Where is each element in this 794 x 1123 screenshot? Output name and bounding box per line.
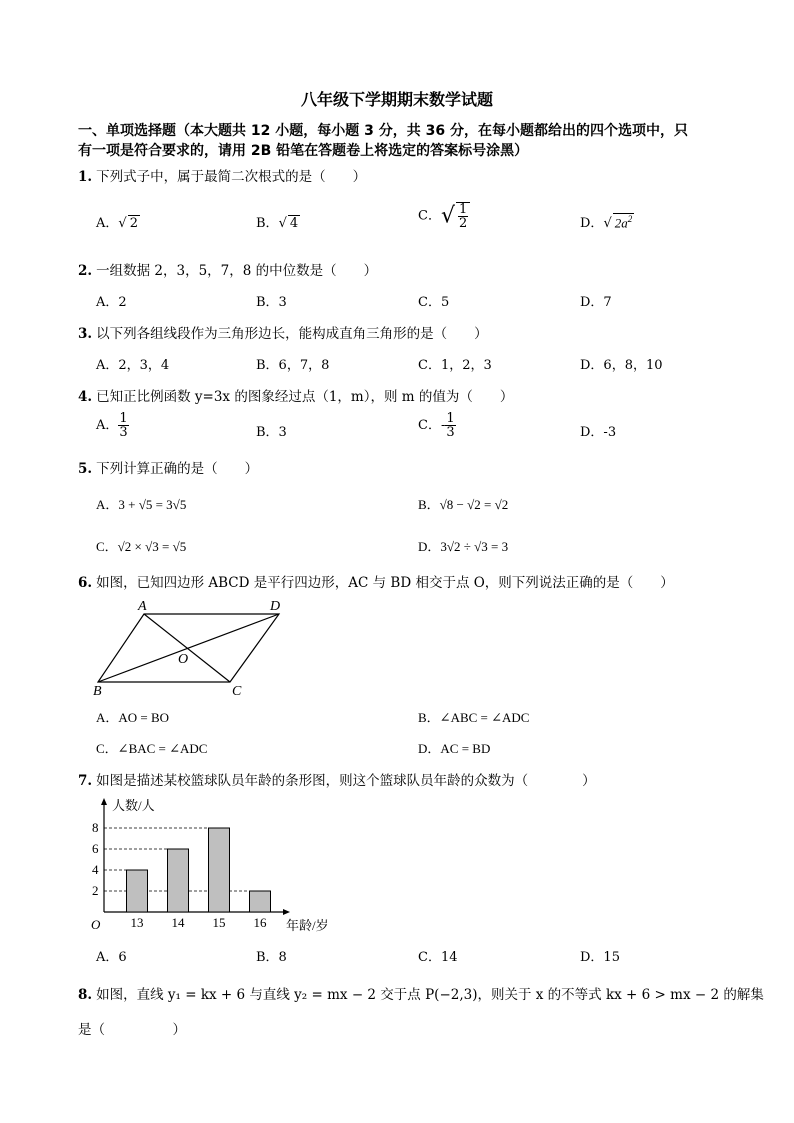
q1-option-d: D．√ $2a^2$ bbox=[580, 213, 633, 231]
q4-option-d: D．-3 bbox=[580, 425, 617, 440]
label-b: B bbox=[93, 684, 102, 698]
x-tick-label: 14 bbox=[171, 915, 185, 930]
q6-option-c: C．∠BAC = ∠ADC bbox=[96, 741, 208, 756]
x-tick-label: 15 bbox=[212, 915, 226, 930]
bar-chart bbox=[86, 792, 346, 938]
q3-option-c: C．1，2，3 bbox=[418, 358, 492, 373]
x-tick-label: 13 bbox=[130, 915, 144, 930]
question-4: 4. 已知正比例函数 y=3x 的图象经过点（1，m），则 m 的值为（ ） bbox=[78, 389, 514, 405]
q3-option-d: D．6，8，10 bbox=[580, 358, 663, 373]
question-number: 1. bbox=[78, 169, 93, 185]
q5-option-d: D．3√2 ÷ √3 = 3 bbox=[418, 539, 509, 554]
diagonal-bd bbox=[98, 614, 279, 682]
q3-option-a: A．2，3，4 bbox=[96, 358, 170, 373]
origin-label: O bbox=[91, 917, 101, 932]
section-heading-line1: 一、单项选择题（本大题共 12 小题，每小题 3 分，共 36 分，在每小题都给出的四个选项中，只 bbox=[78, 123, 688, 139]
q7-option-b: B．8 bbox=[256, 950, 287, 965]
question-3: 3. 以下列各组线段作为三角形边长，能构成直角三角形的是（ ） bbox=[78, 326, 488, 342]
q7-option-d: D．15 bbox=[580, 950, 620, 965]
question-2: 2. 一组数据 2，3，5，7，8 的中位数是（ ） bbox=[78, 263, 378, 279]
q4-option-c: C．- $\frac{1}{3}$ bbox=[418, 411, 455, 440]
q5-option-c: C．√2 × √3 = √5 bbox=[96, 539, 187, 554]
label-a: A bbox=[138, 599, 147, 614]
q1-option-a: A．√ 2 bbox=[96, 216, 138, 231]
q1-option-c: C．√ $\frac{1}{2}$ bbox=[418, 202, 470, 230]
y-axis-arrow bbox=[101, 798, 107, 805]
bar-16 bbox=[250, 891, 271, 912]
x-axis-label: 年龄/岁 bbox=[286, 918, 329, 933]
question-6: 6. 如图，已知四边形 ABCD 是平行四边形，AC 与 BD 相交于点 O，则下列说法正确的是（ ） bbox=[78, 575, 674, 591]
question-5: 5. 下列计算正确的是（ ） bbox=[78, 461, 259, 477]
question-text: 下列式子中，属于最简二次根式的是（ ） bbox=[96, 169, 367, 185]
q2-option-a: A．2 bbox=[96, 295, 127, 310]
question-1 bbox=[78, 165, 366, 185]
label-c: C bbox=[232, 684, 242, 698]
q7-option-a: A．6 bbox=[96, 950, 127, 965]
q6-option-a: A．AO = BO bbox=[96, 710, 170, 725]
q4-option-a: A． $\frac{1}{3}$ bbox=[96, 411, 128, 440]
y-tick-label: 8 bbox=[92, 820, 99, 835]
bar-13 bbox=[127, 870, 148, 912]
bar-15 bbox=[209, 828, 230, 912]
question-8: 8. 如图，直线 y₁ = kx + 6 与直线 y₂ = mx − 2 交于点 P(−2,3)，则关于 x 的不等式 kx + 6 > mx − 2 的解集 bbox=[78, 987, 764, 1003]
y-tick-label: 2 bbox=[92, 883, 99, 898]
y-tick-label: 6 bbox=[92, 841, 99, 856]
section-heading-line2: 有一项是符合要求的，请用 2B 铅笔在答题卷上将选定的答案标号涂黑） bbox=[78, 143, 529, 159]
question-7: 7. 如图是描述某校篮球队员年龄的条形图，则这个篮球队员年龄的众数为（ ） bbox=[78, 773, 596, 789]
y-tick-label: 4 bbox=[92, 862, 99, 877]
q3-option-b: B．6，7，8 bbox=[256, 358, 330, 373]
x-axis-arrow bbox=[283, 909, 290, 915]
x-tick-label: 16 bbox=[253, 915, 267, 930]
q6-option-b: B．∠ABC = ∠ADC bbox=[418, 710, 530, 725]
q6-option-d: D．AC = BD bbox=[418, 741, 491, 756]
q2-option-c: C．5 bbox=[418, 295, 450, 310]
label-d: D bbox=[270, 599, 281, 614]
q1-option-b: B．√ 4 bbox=[256, 216, 299, 231]
y-axis-label: 人数/人 bbox=[112, 798, 155, 813]
page-title: 八年级下学期期末数学试题 bbox=[300, 90, 493, 109]
q5-option-a: A．3 + √5 = 3√5 bbox=[96, 497, 187, 512]
q7-option-c: C．14 bbox=[418, 950, 458, 965]
q2-option-b: B．3 bbox=[256, 295, 287, 310]
parallelogram-figure bbox=[88, 594, 298, 698]
q2-option-d: D．7 bbox=[580, 295, 612, 310]
label-o: O bbox=[178, 652, 189, 667]
question-8-line2: 是（ ） bbox=[78, 1022, 186, 1038]
q5-option-b: B．√8 − √2 = √2 bbox=[418, 497, 509, 512]
q4-option-b: B．3 bbox=[256, 425, 287, 440]
bar-14 bbox=[168, 849, 189, 912]
